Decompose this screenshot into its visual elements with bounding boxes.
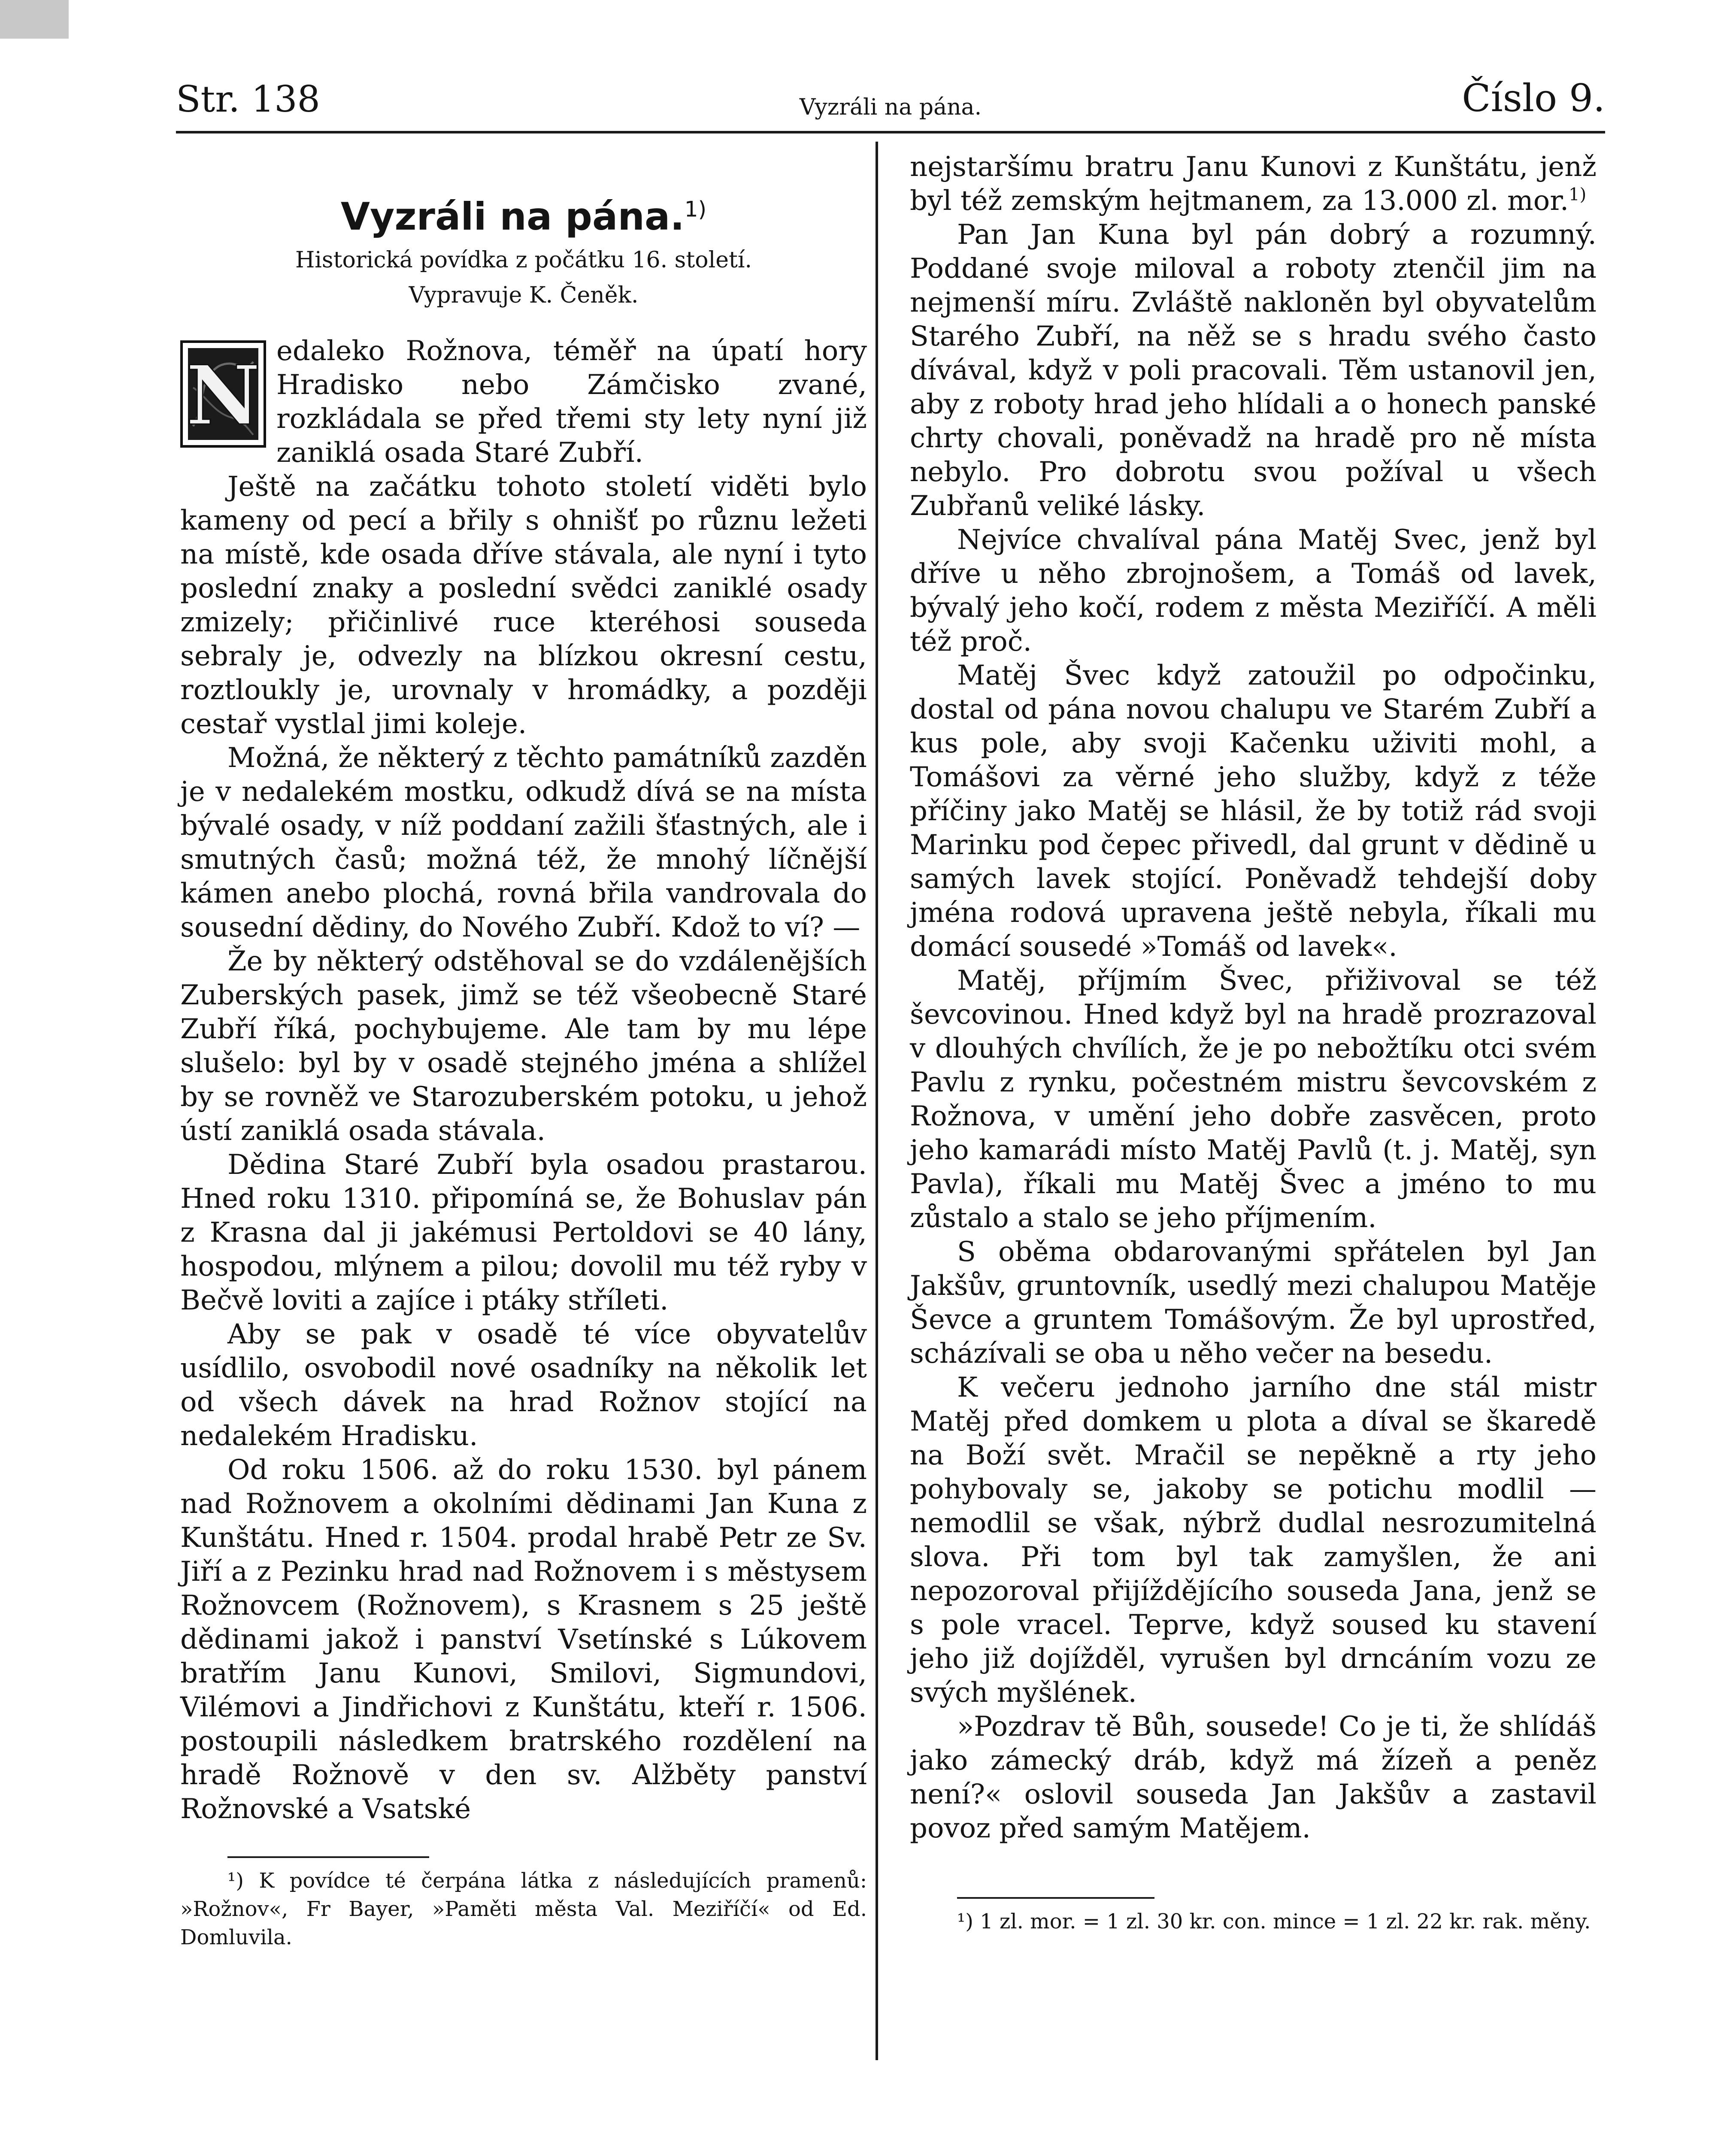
- running-title: Vyzráli na pána.: [799, 94, 982, 120]
- paragraph-continued: [910, 150, 1597, 218]
- article-title: [180, 191, 867, 242]
- paragraph-12: S oběma obdarovanými spřátelen byl Jan Jakšův, gruntovník, usedlý mezi chalupou Matěje Ševce a gruntem Tomášovým. Že byl uprostřed, scházívali se oba u něho večer na besedu.: [910, 1236, 1597, 1370]
- article-byline: Vypravuje K. Čeněk.: [409, 282, 639, 308]
- paragraph-1: edaleko Rožnova, téměř na úpatí hory Hradisko nebo Zámčisko zvané, rozkládala se před třemi sty lety nyní již zaniklá osada Staré Zubří.: [276, 335, 867, 469]
- scan-corner-mark: [0, 0, 69, 39]
- paragraph-6: Aby se pak v osadě té více obyvatelův usídlilo, osvobodil nové osadníky na několik let od všech dávek na hrad Rožnov stojící na nedalekém Hradisku.: [180, 1319, 867, 1452]
- title-note-mark: 1): [684, 197, 707, 222]
- page-number: Str. 138: [176, 78, 320, 120]
- footnote-left: ¹) K povídce té čerpána látka z následujících pramenů: »Rožnov«, Fr Bayer, »Paměti města Val. Meziříčí« od Ed. Domluvila.: [180, 1869, 867, 1949]
- paragraph-3: Možná, že některý z těchto památníků zazděn je v nedalekém mostku, odkudž dívá se na místa bývalé osady, v níž poddaní zažili šťastných, ale i smutných časů; možná též, že mnohý líčnější kámen anebo plochá, rovná břila vandrovala do sousední dědiny, do Nového Zubří. Kdož to ví? —: [180, 742, 867, 943]
- paragraph-7: Od roku 1506. až do roku 1530. byl pánem nad Rožnovem a okolními dědinami Jan Kuna z Kunštátu. Hned r. 1504. prodal hrabě Petr ze Sv. Jiří a z Pezinku hrad nad Rožnovem i s městysem Rožnovcem (Rožnovem), s Krasnem s 25 ještě dědinami jakož i panství Vsetínské s Lúkovem bratřím Janu Kunovi, Smilovi, Sigmundovi, Vilémovi a Jindřichovi z Kunštátu, kteří r. 1506. postoupili následkem bratrského rozdělení na hradě Rožnově v den sv. Alžběty panství Rožnovské a Vsatské: [180, 1454, 867, 1825]
- footnote-rule-right: [957, 1897, 1154, 1899]
- left-column: [180, 150, 867, 1952]
- paragraph-13: K večeru jednoho jarního dne stál mistr Matěj před domkem u plota a díval se škaredě na Boží svět. Mračil se nepěkně a rty jeho pohybovaly se, jakoby se potichu modlil — nemodlil se však, nýbrž dudlal nesrozumitelná slova. Při tom byl tak zamyšlen, že ani nepozoroval přijíždějícího souseda Jana, jenž se s pole vracel. Teprve, když soused ku stavení jeho již dojížděl, vyrušen byl drncáním vozu ze svých myšlének.: [910, 1372, 1597, 1709]
- page-header: [176, 77, 1605, 120]
- article-subtitle: Historická povídka z počátku 16. století.: [295, 247, 752, 273]
- paragraph-14: »Pozdrav tě Bůh, sousede! Co je ti, že shlídáš jako zámecký dráb, když má žízeň a peněz není?« oslovil souseda Jan Jakšův a zastavil povoz před samým Matějem.: [910, 1711, 1597, 1844]
- article-title-text: Vyzráli na pána.: [340, 194, 685, 239]
- dropcap-ornament: [180, 340, 266, 448]
- paragraph-5: Dědina Staré Zubří byla osadou prastarou. Hned roku 1310. připomíná se, že Bohuslav pán z Krasna dal ji jakémusi Pertoldovi se 40 lány, hospodou, mlýnem a pilou; dovolil mu též ryby v Bečvě loviti a zajíce i ptáky stříleti.: [180, 1149, 867, 1316]
- footnote-right: ¹) 1 zl. mor. = 1 zl. 30 kr. con. mince = 1 zl. 22 kr. rak. měny.: [957, 1910, 1591, 1934]
- paragraph-4: Že by některý odstěhoval se do vzdálenějších Zuberských pasek, jimž se též všeobecně Staré Zubří říká, pochybujeme. Ale tam by mu lépe slušelo: byl by v osadě stejného jména a shlížel by se rovněž ve Starozuberském potoku, u jehož ústí zaniklá osada stávala.: [180, 946, 867, 1147]
- footnote-rule-left: [227, 1856, 429, 1858]
- paragraph-continued-text: nejstaršímu bratru Janu Kunovi z Kunštátu, jenž byl též zemským hejtmanem, za 13.000 zl. mor.: [910, 151, 1597, 217]
- paragraph-2: Ještě na začátku tohoto století viděti bylo kameny od pecí a břily s ohnišť po různu ležeti na místě, kde osada dříve stávala, ale nyní i tyto poslední znaky a poslední svědci zaniklé osady zmizely; přičinlivé ruce kteréhosi souseda sebraly je, odvezly na blízkou okresní cestu, roztloukly je, urovnaly v hromádky, a později cestař vystlal jimi koleje.: [180, 471, 867, 740]
- issue-number: Číslo 9.: [1462, 76, 1605, 120]
- currency-note-mark: 1): [1569, 185, 1587, 205]
- right-column: [910, 150, 1597, 1936]
- dropcap-letter: N: [186, 348, 261, 443]
- column-divider: [876, 142, 878, 2060]
- paragraph-11: Matěj, příjmím Švec, přiživoval se též ševcovinou. Hned když byl na hradě prozrazoval v dlouhých chvílích, že je po nebožtíku otci svém Pavlu z rynku, počestném mistru ševcovském z Rožnova, v umění jeho dobře zasvěcen, proto jeho kamarádi místo Matěj Pavlů (t. j. Matěj, syn Pavla), říkali mu Matěj Švec a jméno to mu zůstalo a stalo se jeho příjmením.: [910, 965, 1597, 1234]
- paragraph-8: Pan Jan Kuna byl pán dobrý a rozumný. Poddané svoje miloval a roboty ztenčil jim na nejmenší míru. Zvláště nakloněn byl obyvatelům Starého Zubří, na něž se s hradu svého často dívával, když v poli pracovali. Těm ustanovil jen, aby z roboty hrad jeho hlídali a o honech panské chrty chovali, poněvadž na hradě pro ně místa nebylo. Pro dobrotu svou požíval u všech Zubřanů veliké lásky.: [910, 219, 1597, 522]
- paragraph-10: Matěj Švec když zatoužil po odpočinku, dostal od pána novou chalupu ve Starém Zubří a kus pole, aby svoji Kačenku uživiti mohl, a Tomášovi za věrné jeho služby, když z téže příčiny jako Matěj se hlásil, že by totiž rád svoji Marinku pod čepec přivedl, dal grunt v dědině u samých lavek stojící. Poněvadž tehdejší doby jména rodová upravena ještě nebyla, říkali mu domácí sousedé »Tomáš od lavek«.: [910, 660, 1597, 963]
- paragraph-9: Nejvíce chvalíval pána Matěj Svec, jenž byl dříve u něho zbrojnošem, a Tomáš od lavek, bývalý jeho kočí, rodem z města Meziříčí. A měli též proč.: [910, 524, 1597, 658]
- header-rule: [176, 131, 1605, 133]
